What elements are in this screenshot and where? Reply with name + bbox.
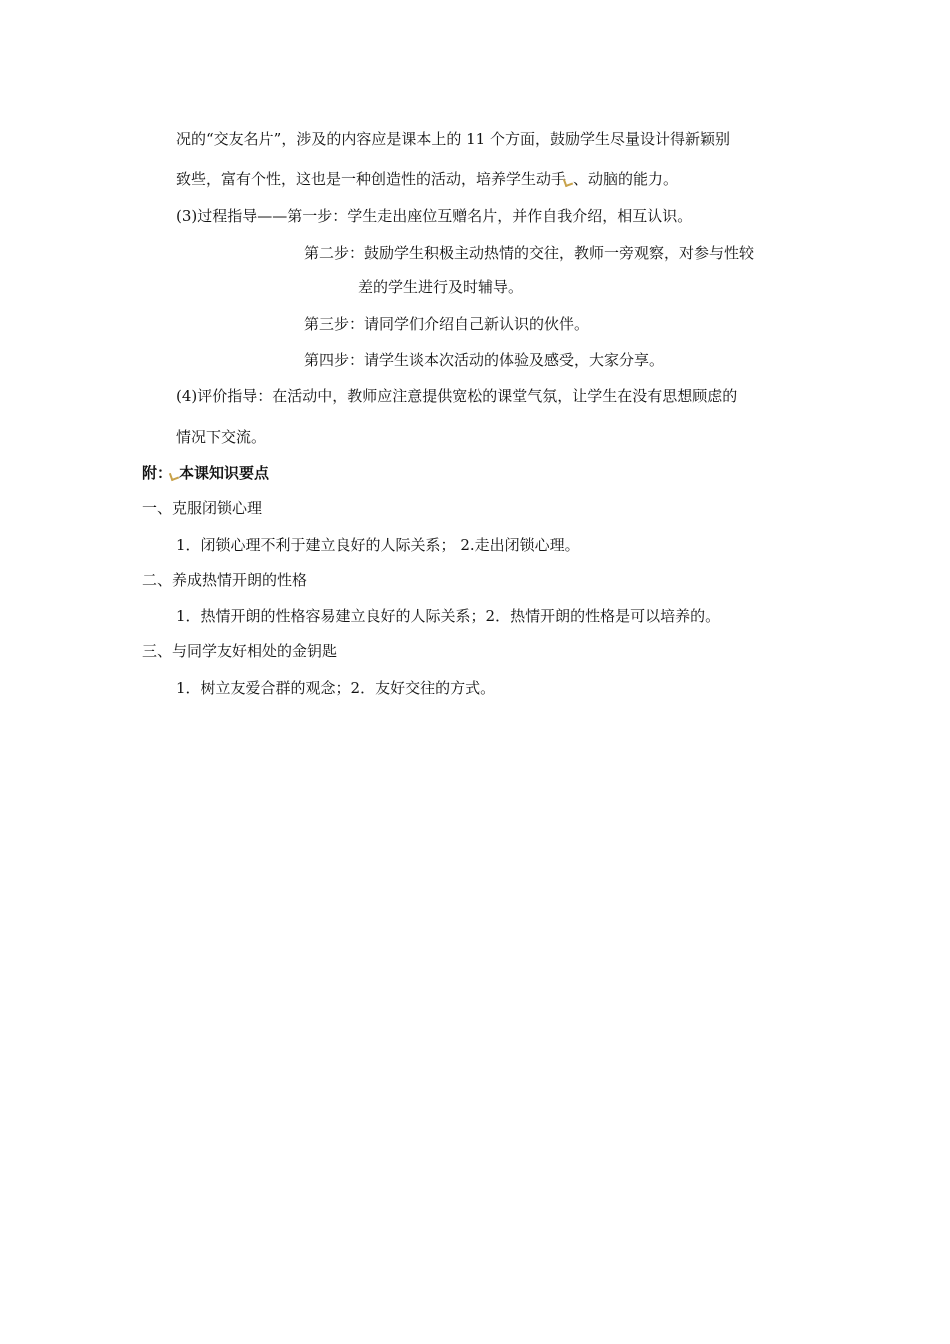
section-content: 1．闭锁心理不利于建立良好的人际关系； 2.走出闭锁心理。: [176, 536, 580, 554]
section-heading: 二、养成热情开朗的性格: [142, 571, 308, 589]
appendix-title: [142, 463, 269, 483]
process-step-4: 第四步：请学生谈本次活动的体验及感受，大家分享。: [304, 351, 665, 369]
section-heading: 三、与同学友好相处的金钥匙: [142, 642, 338, 660]
text-fragment: 致些，富有个性，这也是一种创造性的活动，培养学生动手: [176, 170, 567, 188]
process-step-2: 第二步：鼓励学生积极主动热情的交往，教师一旁观察，对参与性较: [304, 244, 755, 262]
appendix-prefix: 附：: [142, 464, 173, 482]
appendix-title-text: 本课知识要点: [179, 464, 270, 482]
text-fragment: 、动脑的能力。: [573, 170, 679, 188]
process-step-1: (3)过程指导——第一步：学生走出座位互赠名片，并作自我介绍，相互认识。: [176, 207, 693, 225]
section-heading: 一、克服闭锁心理: [142, 499, 263, 517]
evaluation-guidance: (4)评价指导：在活动中，教师应注意提供宽松的课堂气氛，让学生在没有思想顾虑的: [176, 387, 738, 405]
section-content: 1．树立友爱合群的观念；2．友好交往的方式。: [176, 679, 496, 697]
activity-paragraph-line: 况的“交友名片”，涉及的内容应是课本上的 11 个方面，鼓励学生尽量设计得新颖别: [176, 130, 730, 148]
edit-mark-icon: [563, 177, 573, 187]
evaluation-guidance-continuation: 情况下交流。: [176, 428, 267, 446]
edit-mark-icon: [169, 471, 179, 481]
process-step-3: 第三步：请同学们介绍自己新认识的伙伴。: [304, 315, 590, 333]
process-step-2-continuation: 差的学生进行及时辅导。: [358, 278, 524, 296]
section-content: 1．热情开朗的性格容易建立良好的人际关系；2．热情开朗的性格是可以培养的。: [176, 607, 721, 625]
activity-paragraph-line: [176, 169, 678, 189]
